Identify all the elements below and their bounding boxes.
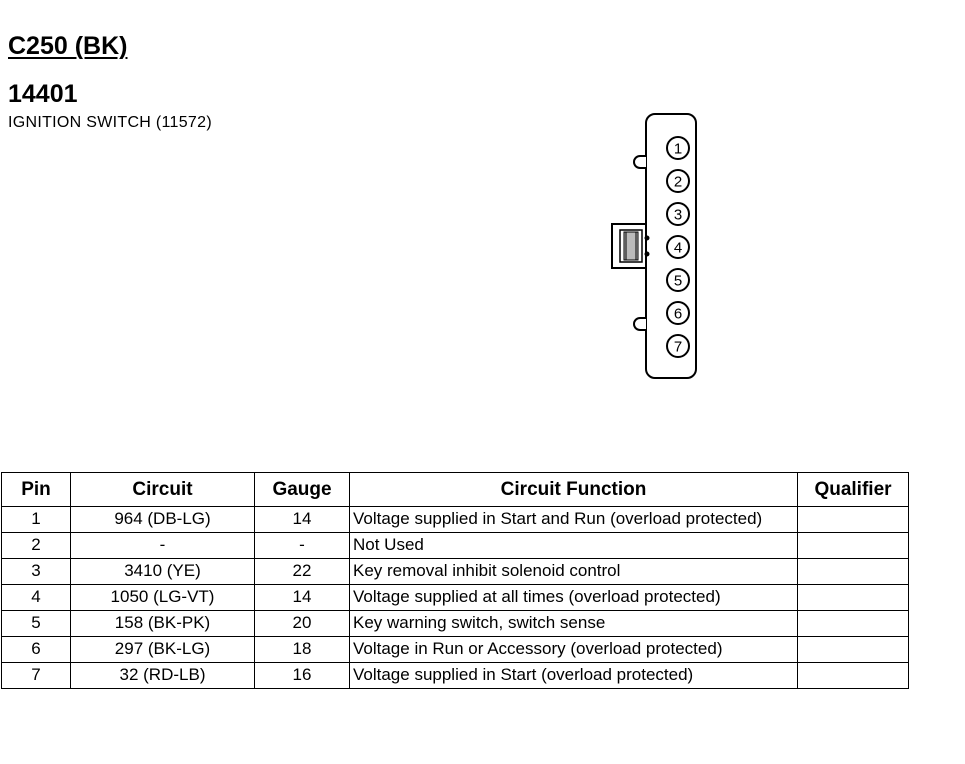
cell-pin: 7 xyxy=(2,663,71,689)
cell-function: Not Used xyxy=(350,533,798,559)
cell-qualifier xyxy=(798,585,909,611)
cell-pin: 4 xyxy=(2,585,71,611)
header-circuit: Circuit xyxy=(71,473,255,507)
cell-function: Voltage in Run or Accessory (overload protected) xyxy=(350,637,798,663)
pin-number-label: 5 xyxy=(673,272,683,290)
cell-qualifier xyxy=(798,533,909,559)
cell-pin: 2 xyxy=(2,533,71,559)
cell-gauge: 22 xyxy=(255,559,350,585)
pin-number-label: 3 xyxy=(673,206,683,224)
table-row xyxy=(2,663,909,689)
cell-function: Voltage supplied at all times (overload protected) xyxy=(350,585,798,611)
connector-key-top xyxy=(634,156,646,168)
connector-face-diagram xyxy=(600,108,710,388)
cell-circuit: - xyxy=(71,533,255,559)
table-row xyxy=(2,507,909,533)
table-row xyxy=(2,585,909,611)
header-gauge: Gauge xyxy=(255,473,350,507)
cell-pin: 6 xyxy=(2,637,71,663)
table-row xyxy=(2,533,909,559)
pin-table xyxy=(1,472,909,689)
header-pin: Pin xyxy=(2,473,71,507)
table-header-row xyxy=(2,473,909,507)
connector-key-bottom xyxy=(634,318,646,330)
cell-circuit: 3410 (YE) xyxy=(71,559,255,585)
pin-number-label: 4 xyxy=(673,239,683,257)
cell-gauge: 18 xyxy=(255,637,350,663)
cell-circuit: 964 (DB-LG) xyxy=(71,507,255,533)
header-circuit-function: Circuit Function xyxy=(350,473,798,507)
cell-pin: 5 xyxy=(2,611,71,637)
cell-qualifier xyxy=(798,559,909,585)
cell-function: Voltage supplied in Start and Run (overload protected) xyxy=(350,507,798,533)
cell-circuit: 32 (RD-LB) xyxy=(71,663,255,689)
cell-gauge: 14 xyxy=(255,585,350,611)
cell-circuit: 158 (BK-PK) xyxy=(71,611,255,637)
cell-circuit: 1050 (LG-VT) xyxy=(71,585,255,611)
part-description: IGNITION SWITCH (11572) xyxy=(8,114,212,131)
cell-gauge: - xyxy=(255,533,350,559)
pin-number-label: 2 xyxy=(673,173,683,191)
table-row xyxy=(2,637,909,663)
connector-latch xyxy=(612,224,650,268)
cell-gauge: 20 xyxy=(255,611,350,637)
cell-qualifier xyxy=(798,637,909,663)
cell-pin: 1 xyxy=(2,507,71,533)
cell-pin: 3 xyxy=(2,559,71,585)
pin-number-label: 1 xyxy=(673,140,683,158)
pin-number-label: 6 xyxy=(673,305,683,323)
cell-gauge: 14 xyxy=(255,507,350,533)
table-row xyxy=(2,559,909,585)
cell-function: Key warning switch, switch sense xyxy=(350,611,798,637)
pin-number-label: 7 xyxy=(673,338,683,356)
cell-function: Key removal inhibit solenoid control xyxy=(350,559,798,585)
cell-qualifier xyxy=(798,611,909,637)
header-qualifier: Qualifier xyxy=(798,473,909,507)
cell-gauge: 16 xyxy=(255,663,350,689)
cell-qualifier xyxy=(798,507,909,533)
table-row xyxy=(2,611,909,637)
connector-id: C250 (BK) xyxy=(8,32,128,60)
cell-qualifier xyxy=(798,663,909,689)
cell-circuit: 297 (BK-LG) xyxy=(71,637,255,663)
cell-function: Voltage supplied in Start (overload protected) xyxy=(350,663,798,689)
part-number: 14401 xyxy=(8,80,78,108)
